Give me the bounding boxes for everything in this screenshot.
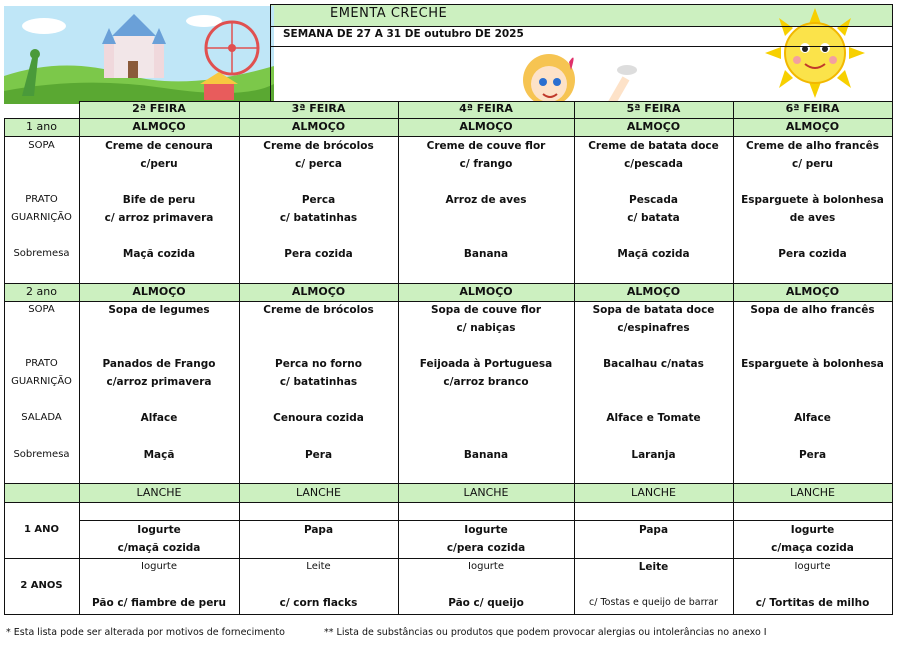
menu-item: c/pera cozida xyxy=(446,542,526,554)
menu-item: c/arroz primavera xyxy=(106,376,212,388)
meal-label: ALMOÇO xyxy=(785,285,840,298)
week-label: SEMANA DE 27 A 31 DE outubro DE 2025 xyxy=(283,28,524,40)
row-label-sopa: SOPA xyxy=(28,140,55,151)
meal-label: ALMOÇO xyxy=(459,285,513,298)
row-label-sopa: SOPA xyxy=(28,304,55,315)
row-label-2-anos: 2 ANOS xyxy=(20,580,63,591)
menu-item: Laranja xyxy=(631,449,676,461)
meal-label: ALMOÇO xyxy=(132,120,186,133)
menu-item: Perca xyxy=(301,194,336,206)
meal-label: LANCHE xyxy=(789,486,836,499)
row-label-guarnicao: GUARNIÇÃO xyxy=(11,376,72,387)
menu-item: Pera cozida xyxy=(284,248,353,260)
smiling-sun-illustration xyxy=(765,8,865,98)
menu-item: Perca no forno xyxy=(275,358,362,370)
menu-item: c/maça cozida xyxy=(771,542,854,554)
menu-item: c/espinafres xyxy=(617,322,690,334)
row-label-prato: PRATO xyxy=(25,194,58,205)
menu-item: c/ batatinhas xyxy=(279,376,358,388)
menu-item: c/ frango xyxy=(459,158,513,170)
menu-item: Bacalhau c/natas xyxy=(603,358,704,370)
menu-item: Sopa de couve flor xyxy=(430,304,542,316)
menu-item: c/ batata xyxy=(627,212,680,224)
menu-item: Iogurte xyxy=(141,561,177,572)
menu-item: Pão c/ fiambre de peru xyxy=(92,597,226,609)
menu-item: Arroz de aves xyxy=(445,194,527,206)
section2-label: 2 ano xyxy=(26,285,57,298)
menu-item: Papa xyxy=(303,524,334,536)
menu-item: c/peru xyxy=(140,158,178,170)
menu-item: Sopa de alho francês xyxy=(750,304,875,316)
menu-item: Leite xyxy=(638,561,669,573)
menu-item: Creme de batata doce xyxy=(588,140,719,152)
meal-label: LANCHE xyxy=(295,486,342,499)
meal-label: ALMOÇO xyxy=(626,285,681,298)
menu-item: Alface xyxy=(794,412,831,424)
meal-label: ALMOÇO xyxy=(291,285,346,298)
menu-item: c/ corn flacks xyxy=(279,597,358,609)
menu-item: c/ Tostas e queijo de barrar xyxy=(589,597,718,608)
menu-item: Pescada xyxy=(629,194,678,206)
footnote-allergens: ** Lista de substâncias ou produtos que podem provocar alergias ou intolerâncias no anexo I xyxy=(324,627,767,638)
row-label-guarnicao: GUARNIÇÃO xyxy=(11,212,72,223)
menu-item: Papa xyxy=(638,524,669,536)
meal-label: ALMOÇO xyxy=(626,120,681,133)
footnote-supply: * Esta lista pode ser alterada por motivos de fornecimento xyxy=(6,627,285,638)
menu-item: Alface xyxy=(140,412,178,424)
menu-item: Maçã xyxy=(143,449,175,461)
meal-label: LANCHE xyxy=(136,486,182,499)
menu-item: Banana xyxy=(463,248,509,260)
meal-label: LANCHE xyxy=(463,486,509,499)
meal-label: LANCHE xyxy=(630,486,677,499)
menu-item: Pão c/ queijo xyxy=(448,597,524,609)
menu-item: Iogurte xyxy=(794,561,831,572)
menu-item: Panados de Frango xyxy=(102,358,216,370)
menu-item: c/ Tortitas de milho xyxy=(755,597,870,609)
day-header-mon: 2ª FEIRA xyxy=(132,102,186,115)
meal-label: ALMOÇO xyxy=(291,120,346,133)
menu-item: Leite xyxy=(306,561,331,572)
menu-item: Creme de alho francês xyxy=(746,140,879,152)
day-header-wed: 4ª FEIRA xyxy=(459,102,513,115)
menu-item: c/arroz branco xyxy=(443,376,529,388)
menu-item: Creme de brócolos xyxy=(263,304,374,316)
menu-item: c/ nabiças xyxy=(456,322,516,334)
row-label-sobremesa: Sobremesa xyxy=(13,449,70,460)
menu-item: Feijoada à Portuguesa xyxy=(419,358,553,370)
menu-item: Iogurte xyxy=(468,561,504,572)
day-header-tue: 3ª FEIRA xyxy=(291,102,346,115)
section1-label: 1 ano xyxy=(26,120,57,133)
day-header-thu: 5ª FEIRA xyxy=(626,102,681,115)
menu-item: Iogurte xyxy=(137,524,181,536)
menu-item: Esparguete à bolonhesa xyxy=(741,194,884,206)
menu-item: c/ batatinhas xyxy=(279,212,358,224)
menu-item: c/pescada xyxy=(624,158,683,170)
page-title: EMENTA CRECHE xyxy=(330,6,448,21)
menu-item: c/maçã cozida xyxy=(117,542,201,554)
menu-item: c/ peru xyxy=(791,158,833,170)
row-label-salada: SALADA xyxy=(21,412,62,423)
menu-item: Sopa de batata doce xyxy=(592,304,715,316)
menu-item: Creme de couve flor xyxy=(426,140,546,152)
amusement-park-illustration xyxy=(4,6,274,104)
menu-item: Pera cozida xyxy=(778,248,847,260)
row-label-sobremesa: Sobremesa xyxy=(13,248,70,259)
menu-item: Banana xyxy=(463,449,509,461)
menu-item: Alface e Tomate xyxy=(606,412,701,424)
meal-label: ALMOÇO xyxy=(785,120,840,133)
menu-item: Iogurte xyxy=(790,524,835,536)
menu-item: Maçã cozida xyxy=(617,248,690,260)
menu-item: Creme de cenoura xyxy=(105,140,213,152)
menu-item: de aves xyxy=(789,212,836,224)
day-header-fri: 6ª FEIRA xyxy=(785,102,840,115)
row-label-prato: PRATO xyxy=(25,358,58,369)
menu-item: c/ perca xyxy=(295,158,342,170)
meal-label: ALMOÇO xyxy=(459,120,513,133)
menu-item: Creme de brócolos xyxy=(263,140,374,152)
menu-item: c/ arroz primavera xyxy=(104,212,214,224)
menu-item: Cenoura cozida xyxy=(273,412,364,424)
menu-item: Esparguete à bolonhesa xyxy=(741,358,884,370)
row-label-1-ano: 1 ANO xyxy=(23,524,60,535)
menu-item: Iogurte xyxy=(464,524,508,536)
menu-item: Sopa de legumes xyxy=(108,304,210,316)
menu-item: Pera xyxy=(798,449,827,461)
menu-item: Bife de peru xyxy=(122,194,196,206)
menu-item: Maçã cozida xyxy=(122,248,196,260)
menu-item: Pera xyxy=(304,449,333,461)
meal-label: ALMOÇO xyxy=(132,285,186,298)
